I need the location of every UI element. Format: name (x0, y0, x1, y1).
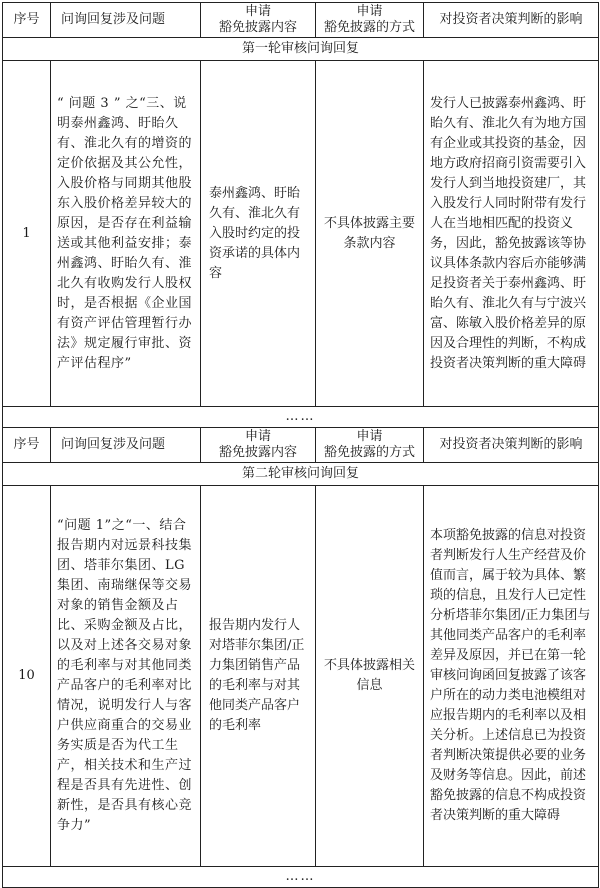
header-seq: 序号 (3, 3, 51, 38)
header-exempt-mode: 申请 豁免披露的方式 (316, 3, 424, 38)
ellipsis-row (3, 867, 599, 888)
round-title: 第一轮审核问询回复 (3, 38, 599, 61)
round-title: 第二轮审核问询回复 (3, 463, 599, 486)
row-exempt-mode: 不具体披露主要条款内容 (316, 61, 424, 407)
header-exempt-content: 申请 豁免披露内容 (201, 428, 316, 463)
header-exempt-content: 申请 豁免披露内容 (201, 3, 316, 38)
row-question: “ 问题 3 ” 之“三、说明泰州鑫鸿、盱眙久有、淮北久有的增资的定价依据及其公允性，入股价格与同期其他股东入股价格差异较大的原因，是否存在利益输送或其他利益安排；泰州鑫鸿、盱眙久有、淮北久有收购发行人股权时，是否根据《企业国有资产评估管理暂行办法》规定履行审批、资产评估程序” (51, 61, 201, 407)
header-impact: 对投资者决策判断的影响 (424, 428, 599, 463)
row-exempt-content: 泰州鑫鸿、盱眙久有、淮北久有入股时约定的投资承诺的具体内容 (201, 61, 316, 407)
header-question: 问询回复涉及问题 (51, 428, 201, 463)
row-question: “问题 1”之“一、结合报告期内对远景科技集团、塔菲尔集团、LG 集团、南瑞继保等交易对象的销售金额及占比、采购金额及占比，以及对上述各交易对象的毛利率与对其他同类产品客户的毛利率对比情况，说明发行人与客户供应商重合的交易业务实质是否为代工生产，相关技术和生产过程是否具有先进性、创新性，是否具有核心竞争力” (51, 486, 201, 867)
row-impact: 本项豁免披露的信息对投资者判断发行人生产经营及价值而言，属于较为具体、繁琐的信息，且发行人已定性分析塔菲尔集团/正力集团与其他同类产品客户的毛利率差异及原因，并已在第一轮审核问询函回复披露了该客户所在的动力类电池模组对应报告期内的毛利率以及相关分析。上述信息已为投资者判断决策提供必要的业务及财务等信息。因此，前述豁免披露的信息不构成投资者决策判断的重大障碍 (424, 486, 599, 867)
header-question: 问询回复涉及问题 (51, 3, 201, 38)
ellipsis: …… (3, 407, 599, 428)
header-impact: 对投资者决策判断的影响 (424, 3, 599, 38)
row-impact: 发行人已披露泰州鑫鸿、盱眙久有、淮北久有为地方国有企业或其投资的基金，因地方政府招商引资需要引入发行人到当地投资建厂，其入股发行人同时附带有发行人在当地相匹配的投资义务，因此，豁免披露该等协议具体条款内容后亦能够满足投资者关于泰州鑫鸿、盱眙久有、淮北久有与宁波兴富、陈敏入股价格差异的原因及合理性的判断，不构成投资者决策判断的重大障碍 (424, 61, 599, 407)
header-seq: 序号 (3, 428, 51, 463)
row-exempt-mode: 不具体披露相关信息 (316, 486, 424, 867)
round-title-row (3, 463, 599, 486)
round-title-row (3, 38, 599, 61)
row-exempt-content: 报告期内发行人对塔菲尔集团/正力集团销售产品的毛利率与对其他同类产品客户的毛利率 (201, 486, 316, 867)
table-row (3, 61, 599, 407)
table-header-row (3, 428, 599, 463)
row-seq: 1 (3, 61, 51, 407)
table-row (3, 486, 599, 867)
ellipsis: …… (3, 867, 599, 888)
ellipsis-row (3, 407, 599, 428)
header-exempt-mode: 申请 豁免披露的方式 (316, 428, 424, 463)
row-seq: 10 (3, 486, 51, 867)
exemption-table (2, 2, 599, 888)
table-header-row (3, 3, 599, 38)
